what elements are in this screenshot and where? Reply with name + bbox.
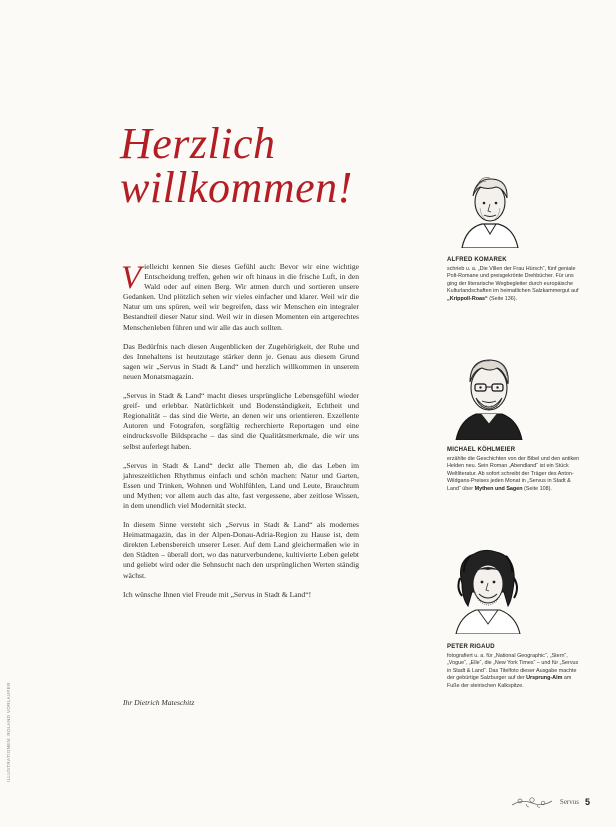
page-number: 5: [584, 797, 590, 807]
contributor-page-ref: am Fuße der steirischen Kalkspitze.: [447, 675, 572, 689]
contributor-bio: fotografiert u. a. für „National Geographic“, „Stern“, „Vogue“, „Elle“, die „New York Times“ – und für „Servus in Stadt & Land“. Das Titelfoto dieser Ausgabe machte der gebürtige Salzburger auf der: [447, 652, 579, 682]
contributor-name: PETER RIGAUD: [447, 644, 495, 650]
magazine-name: Servus: [559, 798, 579, 806]
contributor-name: ALFRED KOMAREK: [447, 257, 507, 263]
illustration-credit: ILLUSTRATIONEN: ROLAND VORLAUFER: [6, 682, 11, 782]
contributor-page-ref: (Seite 136).: [487, 295, 518, 302]
paragraph-3: „Servus in Stadt & Land“ macht dieses ursprüngliche Lebensgefühl wieder greif- und erlebbar. Natürlichkeit und Bodenständigkeit, Echtheit und Regionalität – das sind die Werte, an denen wir uns orientieren. Exzellente Autoren und Fotografen, sorgfältig recherchierte Reportagen und eine eindrucksvolle Bildsprache – das sind die Qualitätsmerkmale, die wir uns selbst auferlegt haben.: [123, 391, 359, 451]
paragraph-1-text: ielleicht kennen Sie dieses Gefühl auch: Bevor wir eine wichtige Entscheidung treffen, gehen wir oft hinaus in die frische Luft, in den Wald oder auf einen Berg. Wir atmen durch und sortieren unsere Gedanken. Und plötzlich sehen wir vieles einfacher und klarer. Weil wir die Natur um uns spüren, weil wir begreifen, dass wir Menschen ein integraler Bestandteil dieser Natur sind. Weil wir in diesen Momenten ein artgerechtes Menschenleben führen und wir alle das auch sollten.: [123, 262, 359, 332]
headline: [120, 119, 420, 212]
contributor-bio: schrieb u. a. „Die Villen der Frau Hürsch“, fünf geniale Polt-Romane und preisgekrönte Drehbücher. Für uns ging der literarische Wegbegleiter durch europäische Kulturlandschaften im heimatlichen Salzkammergut auf: [447, 265, 579, 295]
contributor-page-ref: (Seite 108).: [522, 485, 552, 492]
contributor-rigaud: [447, 644, 582, 691]
page-footer: [510, 795, 590, 809]
paragraph-1: [123, 262, 359, 333]
editorial-text: [123, 262, 359, 609]
paragraph-2: Das Bedürfnis nach diesen Augenblicken der Zugehörigkeit, der Ruhe und des Innehaltens ist heutzutage stärker denn je. Genau aus diesem Grund sagen wir „Servus in Stadt & Land“ und herzlich willkommen in unserem neuen Monatsmagazin.: [123, 341, 359, 381]
signature: Ihr Dietrich Mateschitz: [123, 698, 195, 707]
contributor-highlight: Mythen und Sagen: [474, 485, 523, 492]
contributor-komarek: [447, 257, 582, 304]
contributor-koehlmeier: [447, 447, 582, 494]
paragraph-4: „Servus in Stadt & Land“ deckt alle Themen ab, die das Leben im jahreszeitlichen Rhythmus einfach und schön machen: Natur und Garten, Essen und Trinken, Wohnen und Wohlfühlen, Land und Leute, Brauchtum und Mythen; vor allem auch das alte, fast vergessene, aber zeitlose Wissen, in dem unendlich viel Modernität steckt.: [123, 460, 359, 510]
paragraph-6: Ich wünsche Ihnen viel Freude mit „Servus in Stadt & Land“!: [123, 589, 312, 599]
michael-koehlmeier-portrait: [452, 352, 526, 440]
contributor-bio: erzählte die Geschichten von der Bibel und den antiken Helden neu. Sein Roman „Abendland“ ist ein Stück Weltliteratur. Ab sofort schreibt der Träger des Anton-Wildgans-Preises jeden Monat in „Servus in Stadt & Land“ über: [447, 455, 580, 492]
paragraph-5: In diesem Sinne versteht sich „Servus in Stadt & Land“ als modernes Heimatmagazin, das in der Alpen-Donau-Adria-Region zu Hause ist, dem direkten Lebensbereich unserer Leser. Auf dem Land gleichermaßen wie in den Städten – überall dort, wo das naturverbundene, kultivierte Leben gelebt und geliebt wird oder die Sehnsucht nach den ursprünglichen Werten ständig wächst.: [123, 520, 359, 580]
alfred-komarek-portrait: [458, 170, 522, 248]
contributor-name: MICHAEL KÖHLMEIER: [447, 447, 516, 453]
floral-ornament-icon: [510, 795, 554, 809]
contributor-highlight: Ursprung-Alm: [526, 675, 563, 682]
headline-line-1: Herzlich: [120, 119, 276, 168]
drop-cap: V: [121, 260, 142, 296]
contributor-highlight: „Krippoll-Roas“: [447, 295, 488, 302]
peter-rigaud-portrait: [450, 548, 526, 634]
headline-line-2: willkommen!: [120, 163, 353, 212]
